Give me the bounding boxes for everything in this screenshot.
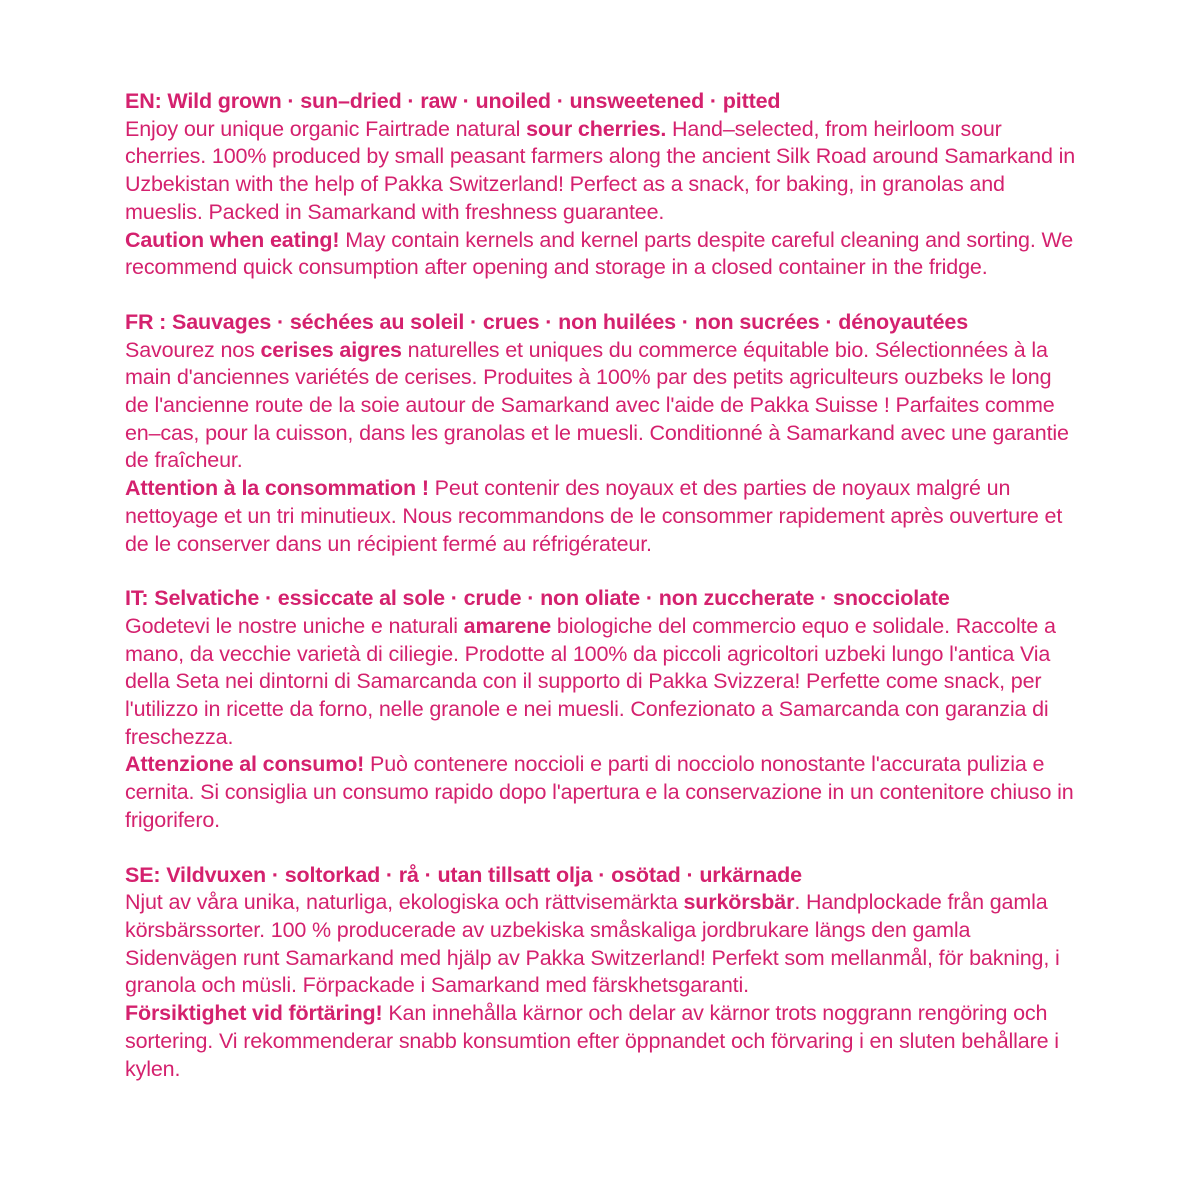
section-en-paragraph-2 (125, 227, 1077, 282)
text-segment: Peut contenir des noyaux et des parties de noyaux malgré un nettoyage et un tri minutieux. Nous recommandons de le consommer rapidement après ouverture et de le conserver dans un récipient fermé au réfrigérateur. (125, 476, 1063, 556)
section-en-header: EN: Wild grown · sun–dried · raw · unoiled · unsweetened · pitted (125, 89, 781, 113)
text-segment: Hand–selected, from heirloom sour cherries. 100% produced by small peasant farmers along the ancient Silk Road around Samarkand in Uzbekistan with the help of Pakka Switzerland! Perfect as a snack, for baking, in granolas and mueslis. Packed in Samarkand with freshness guarantee. (125, 116, 1076, 224)
text-segment: Godetevi le nostre uniche e naturali (125, 613, 464, 638)
bold-segment: Attenzione al consumo! (125, 752, 365, 777)
bold-segment: amarene (463, 613, 552, 638)
product-label-text (125, 88, 1077, 1083)
bold-segment: Försiktighet vid förtäring! (125, 1001, 383, 1026)
section-en (125, 88, 1077, 282)
section-fr-header: FR : Sauvages · séchées au soleil · crues · non huilées · non sucrées · dénoyautées (125, 309, 969, 334)
section-it-paragraph-1 (125, 613, 1077, 752)
section-fr-paragraph-2 (125, 475, 1077, 558)
section-se-paragraph-2 (125, 1000, 1077, 1083)
section-en-paragraph-1 (125, 116, 1077, 227)
text-segment: biologiche del commercio equo e solidale. Raccolte a mano, da vecchie varietà di ciliegie. Prodotte al 100% da piccoli agricoltori uzbeki lungo l'antica Via della Seta nei dintorni di Samarcanda con il supporto di Pakka Svizzera! Perfette come snack, per l'utilizzo in ricette da forno, nelle granole e nei muesli. Confezionato a Samarcanda con garanzia di freschezza. (125, 613, 1056, 749)
text-segment: Njut av våra unika, naturliga, ekologiska och rättvisemärkta (125, 890, 684, 915)
section-it (125, 585, 1077, 834)
section-se (125, 862, 1077, 1084)
bold-segment: sour cherries. (526, 116, 667, 141)
bold-segment: Attention à la consommation ! (125, 476, 429, 501)
section-it-header: IT: Selvatiche · essiccate al sole · crude · non oliate · non zuccherate · snocciolate (125, 586, 950, 611)
text-segment: Kan innehålla kärnor och delar av kärnor trots noggrann rengöring och sortering. Vi rekommenderar snabb konsumtion efter öppnandet och förvaring i en sluten behållare i kylen. (125, 1001, 1059, 1081)
text-segment: . Handplockade från gamla körsbärssorter. 100 % producerade av uzbekiska småskaliga jordbrukare längs den gamla Sidenvägen runt Samarkand med hjälp av Pakka Switzerland! Perfekt som mellanmål, för bakning, i granola och müsli. Förpackade i Samarkand med färskhetsgaranti. (125, 890, 1060, 998)
text-segment: Enjoy our unique organic Fairtrade natural (125, 116, 527, 141)
bold-segment: surkörsbär (683, 890, 795, 915)
section-fr-paragraph-1 (125, 337, 1077, 476)
bold-segment: cerises aigres (260, 337, 402, 362)
text-segment: naturelles et uniques du commerce équitable bio. Sélectionnées à la main d'anciennes variétés de cerises. Produites à 100% par des petits agriculteurs ouzbeks le long de l'ancienne route de la soie autour de Samarkand avec l'aide de Pakka Suisse ! Parfaites comme en–cas, pour la cuisson, dans les granolas et le muesli. Conditionné à Samarkand avec une garantie de fraîcheur. (125, 337, 1069, 473)
section-fr (125, 309, 1077, 558)
text-segment: Può contenere noccioli e parti di nocciolo nonostante l'accurata pulizia e cernita. Si consiglia un consumo rapido dopo l'apertura e la conservazione in un contenitore chiuso in frigorifero. (125, 752, 1074, 832)
bold-segment: Caution when eating! (125, 227, 340, 252)
text-segment: Savourez nos (125, 337, 261, 362)
section-it-paragraph-2 (125, 751, 1077, 834)
section-se-paragraph-1 (125, 889, 1077, 1000)
section-se-header: SE: Vildvuxen · soltorkad · rå · utan tillsatt olja · osötad · urkärnade (125, 862, 802, 887)
text-segment: May contain kernels and kernel parts despite careful cleaning and sorting. We recommend quick consumption after opening and storage in a closed container in the fridge. (125, 227, 1074, 280)
